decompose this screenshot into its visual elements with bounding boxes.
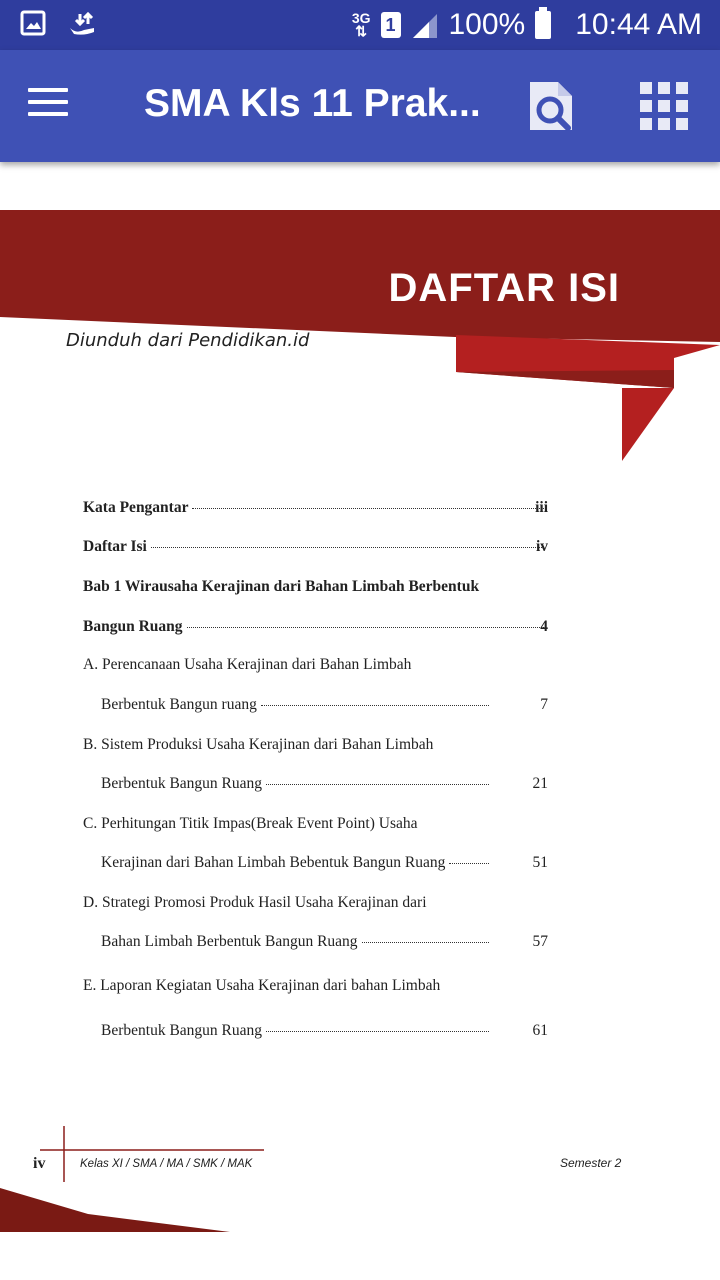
toc-entry[interactable]: Daftar Isi iv bbox=[83, 538, 548, 555]
watermark-text: Diunduh dari Pendidikan.id bbox=[66, 330, 310, 351]
sim-indicator: 1 bbox=[381, 12, 401, 38]
toc-entry[interactable]: Kata Pengantar iii bbox=[83, 499, 548, 516]
download-notification-icon bbox=[68, 10, 98, 36]
toc-entry[interactable]: A. Perencanaan Usaha Kerajinan dari Bahan Limbah bbox=[83, 656, 412, 673]
toc-entry[interactable]: C. Perhitungan Titik Impas(Break Event Point) Usaha bbox=[83, 815, 418, 832]
footer-class-info: Kelas XI / SMA / MA / SMK / MAK bbox=[80, 1158, 253, 1170]
network-type: 3G ⇅ bbox=[351, 10, 371, 39]
gallery-notification-icon bbox=[20, 10, 46, 36]
toc-entry[interactable]: Bab 1 Wirausaha Kerajinan dari Bahan Limbah Berbentuk bbox=[83, 578, 480, 595]
toc-entry[interactable]: B. Sistem Produksi Usaha Kerajinan dari Bahan Limbah bbox=[83, 736, 434, 753]
footer-semester: Semester 2 bbox=[560, 1156, 622, 1170]
app-bar bbox=[0, 50, 720, 162]
apps-grid-icon[interactable] bbox=[640, 82, 688, 130]
footer-decoration bbox=[0, 1120, 720, 1235]
toc-entry[interactable]: D. Strategi Promosi Produk Hasil Usaha Kerajinan dari bbox=[83, 894, 427, 911]
document-search-icon[interactable] bbox=[526, 78, 578, 134]
menu-icon[interactable] bbox=[28, 88, 68, 124]
toc-entry[interactable]: E. Laporan Kegiatan Usaha Kerajinan dari bahan Limbah bbox=[83, 977, 441, 994]
status-bar bbox=[0, 0, 720, 50]
page-title: DAFTAR ISI bbox=[388, 266, 620, 310]
page-number: iv bbox=[33, 1155, 46, 1172]
toc-entry[interactable]: Berbentuk Bangun ruang 7 bbox=[101, 696, 548, 713]
toc-entry[interactable]: Bangun Ruang 4 bbox=[83, 618, 548, 635]
app-title: SMA Kls 11 Prak... bbox=[144, 82, 481, 125]
document-page bbox=[0, 210, 720, 1235]
signal-icon bbox=[411, 12, 439, 38]
toc-entry[interactable]: Kerajinan dari Bahan Limbah Bebentuk Bangun Ruang 51 bbox=[101, 854, 548, 871]
battery-percent: 100% bbox=[448, 8, 526, 41]
toc-entry[interactable]: Bahan Limbah Berbentuk Bangun Ruang 57 bbox=[101, 933, 548, 950]
toc-entry[interactable]: Berbentuk Bangun Ruang 61 bbox=[101, 1022, 548, 1039]
toc-entry[interactable]: Berbentuk Bangun Ruang 21 bbox=[101, 775, 548, 792]
battery-icon bbox=[535, 11, 551, 39]
clock: 10:44 AM bbox=[575, 8, 702, 41]
